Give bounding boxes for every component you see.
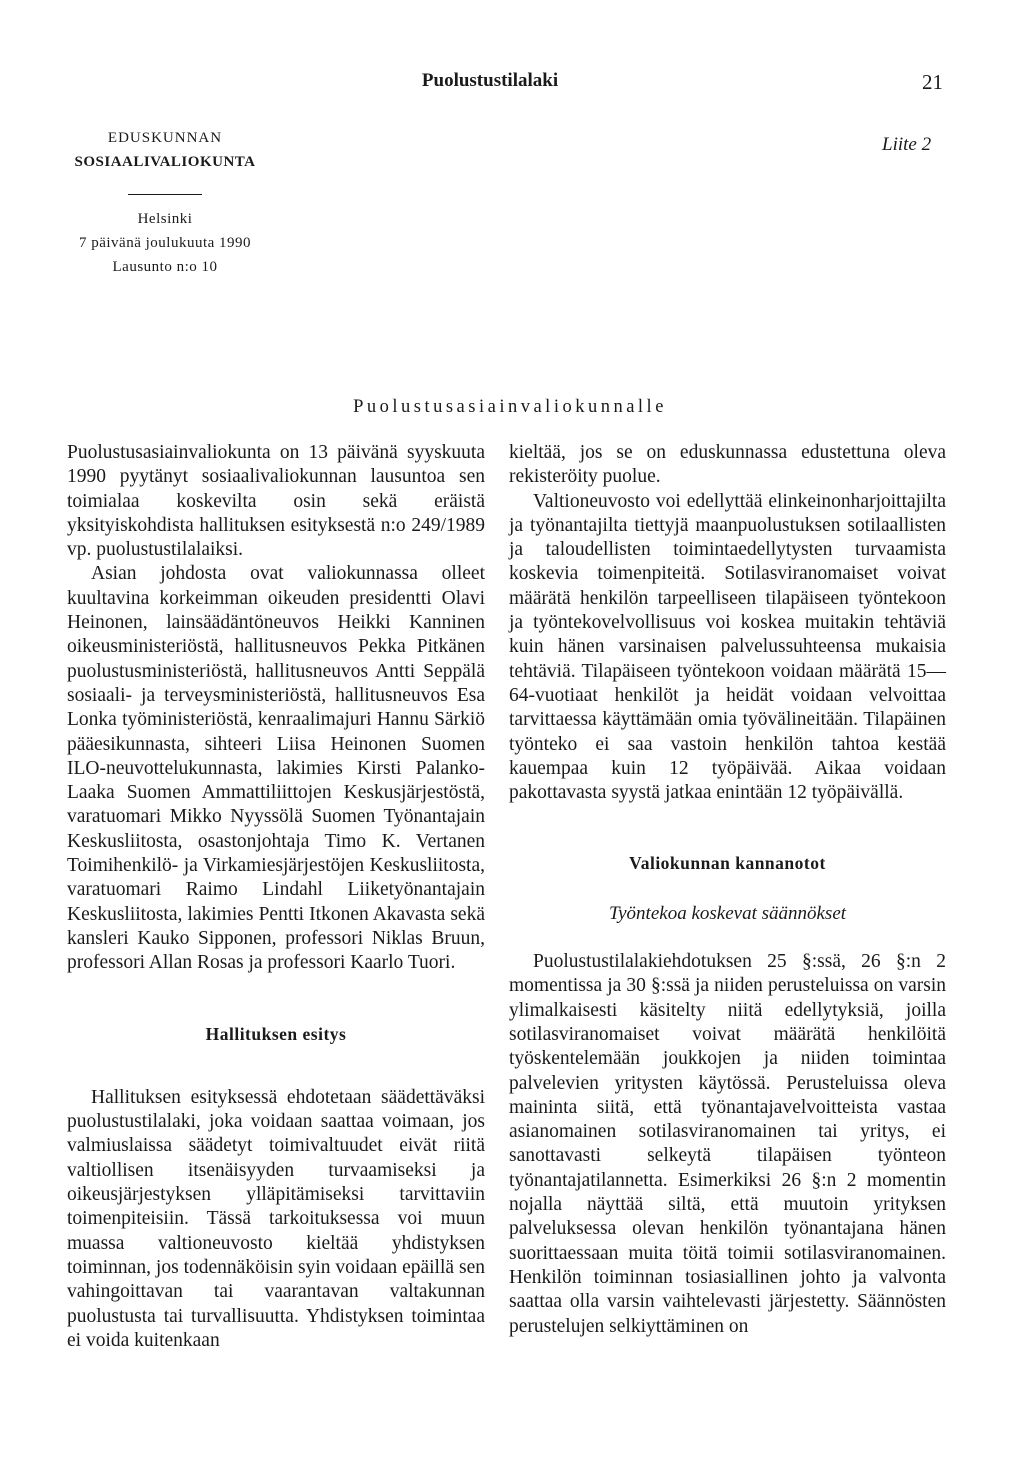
right-column: [509, 441, 946, 1339]
subsection-heading-work-provisions: Työntekoa koskevat säännökset: [608, 902, 847, 924]
running-header-title: Puolustustilalaki: [421, 70, 559, 91]
continuation-paragraph: kieltää, jos se on eduskunnassa edustettuna oleva rekisteröity puolue.: [509, 442, 946, 488]
council-paragraph: Valtioneuvosto voi edellyttää elinkeinonharjoittajilta ja työnantajilta tiettyjä maanpuolustuksen sotilaallisten ja taloudellisten toimintaedellytysten turvaamista koskevia toimenpiteitä. Sotilasviranomaiset voivat määrätä henkilön tarpeelliseen tilapäiseen työntekoon ja työntekovelvollisuus voi koskea muitakin tehtäviä kuin hänen varsinaisen palvelussuhteensa mukaisia tehtäviä. Tilapäiseen työntekoon voidaan määrätä 15—64-vuotiaat henkilöt ja heidät voidaan velvoittaa tarvittaessa käyttämään omia työvälineitään. Tilapäinen työnteko ei saa vastoin henkilön tahtoa kestää kauempaa kuin 12 työpäivää. Aikaa voidaan pakottavasta syystä jatkaa enintään 12 työpäivällä.: [509, 490, 946, 804]
committee-block: [40, 126, 290, 279]
government-proposal-paragraph: Hallituksen esityksessä ehdotetaan säädettäväksi puolustustilalaki, joka voidaan saattaa voimaan, jos valmiuslaissa säädetyt toimivaltuudet eivät riitä valtiollisen itsenäisyyden turvaamiseksi ja oikeusjärjestyksen ylläpitämiseksi tarvittaviin toimenpiteisiin. Tässä tarkoituksessa voi muun muassa valtioneuvosto kieltää yhdistyksen toiminnan, jos todennäköisin syin voidaan epäillä sen vahingoittavan tai vaarantavan valtakunnan puolustusta tai turvallisuutta. Yhdistyksen toimintaa ei voida kuitenkaan: [67, 1086, 485, 1351]
committee-place: Helsinki: [137, 211, 193, 227]
section-heading-committee-positions: Valiokunnan kannanotot: [629, 853, 826, 874]
committee-date: 7 päivänä joulukuuta 1990: [78, 235, 252, 251]
section-heading-government-proposal: Hallituksen esitys: [205, 1023, 347, 1044]
committee-name-line2: SOSIAALIVALIOKUNTA: [74, 154, 256, 170]
divider-rule: [128, 194, 202, 195]
appendix-label: Liite 2: [882, 134, 932, 155]
page-number: 21: [922, 70, 943, 94]
committee-name-line1: EDUSKUNNAN: [107, 130, 223, 146]
intro-paragraph-1: Puolustusasiainvaliokunta on 13 päivänä syyskuuta 1990 pyytänyt sosiaalivaliokunnan lausuntoa sen toimialaa koskevilta osin sekä eräistä yksityiskohdista hallituksen esityksestä n:o 249/1989 vp. puolustustilalaiksi.: [67, 442, 485, 561]
intro-paragraph-2: Asian johdosta ovat valiokunnassa olleet kuultavina korkeimman oikeuden presidentti Olavi Heinonen, lainsäädäntöneuvos Heikki Kanninen oikeusministeriöstä, hallitusneuvos Pekka Pitkänen puolustusministeriöstä, hallitusneuvos Antti Seppälä sosiaali- ja terveysministeriöstä, hallitusneuvos Esa Lonka työministeriöstä, kenraalimajuri Hannu Särkiö pääesikunnasta, sihteeri Liisa Heinonen Suomen ILO-neuvottelukunnasta, lakimies Kirsti Palanko-Laaka Suomen Ammattiliittojen Keskusjärjestöstä, varatuomari Mikko Nyyssölä Suomen Työnantajain Keskusliitosta, osastonjohtaja Timo K. Vertanen Toimihenkilö- ja Virkamiesjärjestöjen Keskusliitosta, varatuomari Raimo Lindahl Liiketyönantajain Keskusliitosta, lakimies Pentti Itkonen Akavasta sekä kansleri Kauko Sipponen, professori Niklas Bruun, professori Allan Rosas ja professori Kaarlo Tuori.: [67, 563, 485, 974]
work-provisions-paragraph: Puolustustilalakiehdotuksen 25 §:ssä, 26 §:n 2 momentissa ja 30 §:ssä ja niiden perusteluissa on varsin ylimalkaisesti käsitelty niitä edellytyksiä, joilla sotilasviranomaiset voivat määrätä henkilöitä työskentelemään joukkojen ja niiden toimintaa palvelevien yritysten käytössä. Perusteluissa oleva mainintа siitä, että työnantajavelvoitteista vastaa asianomainen sotilasviranomainen tai yritys, ei sanottavasti selkeytä tilapäisen työnteon työnantajatilannetta. Esimerkiksi 26 §:n 2 momentin nojalla näyttää siltä, että muutoin yrityksen palveluksessa olevan henkilön työnantajana hänen suorittaessaan muita töitä toimii sotilasviranomainen. Henkilön toiminnan tosiasiallinen johto ja valvonta saattaa olla varsin vaihtelevasti järjestetty. Säännösten perustelujen selkiyttäminen on: [509, 951, 946, 1337]
left-column: [67, 441, 485, 1353]
statement-number: Lausunto n:o 10: [112, 259, 218, 275]
recipient-heading: Puolustusasiainvaliokunnalle: [353, 397, 667, 417]
